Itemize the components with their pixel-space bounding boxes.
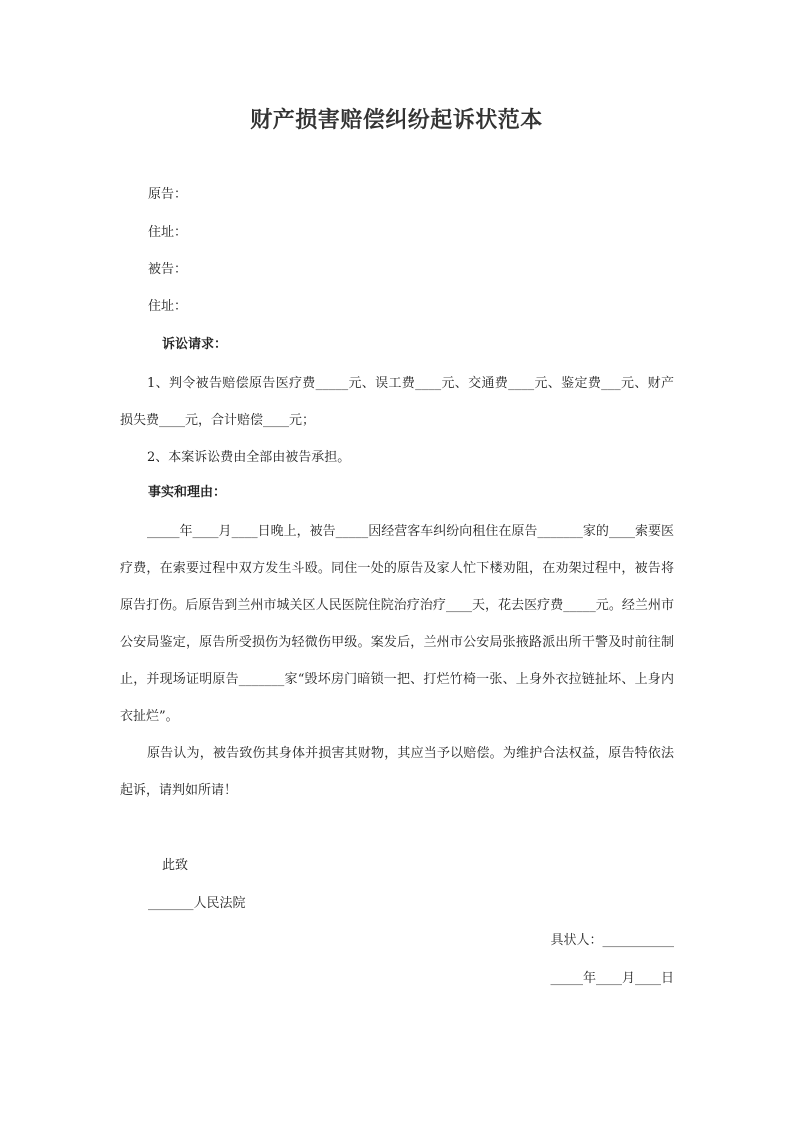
court-name-line: _______人民法院 <box>148 896 246 911</box>
document-title: 财产损害赔偿纠纷起诉状范本 <box>250 107 543 133</box>
closing-salutation: 此致 <box>162 858 189 873</box>
claim-item-1: 1、判令被告赔偿原告医疗费_____元、误工费____元、交通费____元、鉴定费___元、财产损失费____元，合计赔偿____元； <box>120 376 674 428</box>
plaintiff-address-label: 住址： <box>148 225 188 240</box>
claim-item-2: 2、本案诉讼费由全部由被告承担。 <box>147 450 351 465</box>
defendant-label: 被告： <box>148 262 188 277</box>
defendant-address-label: 住址： <box>148 299 188 314</box>
plaintiff-label: 原告： <box>148 187 188 202</box>
signer-line: 具状人：___________ <box>550 933 674 948</box>
facts-paragraph-1: _____年____月____日晚上，被告_____因经营客车纠纷向租住在原告_______家的____索要医疗费，在索要过程中双方发生斗殴。同住一处的原告及家人忙下楼劝阻，在劝架过程中，被告将原告打伤。后原告到兰州市城关区人民医院住院治疗治疗____天，花去医疗费_____元。经兰州市公安局鉴定，原告所受损伤为轻微伤甲级。案发后，兰州市公安局张掖路派出所干警及时前往制止，并现场证明原告_______家“毁坏房门暗锁一把、打烂竹椅一张、上身外衣拉链扯坏、上身内衣扯烂”。 <box>120 524 674 724</box>
facts-paragraph-2: 原告认为，被告致伤其身体并损害其财物，其应当予以赔偿。为维护合法权益，原告特依法起诉，请判如所请！ <box>120 746 674 798</box>
date-line: _____年____月____日 <box>550 971 674 986</box>
claims-heading: 诉讼请求： <box>162 337 228 352</box>
facts-heading: 事实和理由： <box>148 485 227 500</box>
